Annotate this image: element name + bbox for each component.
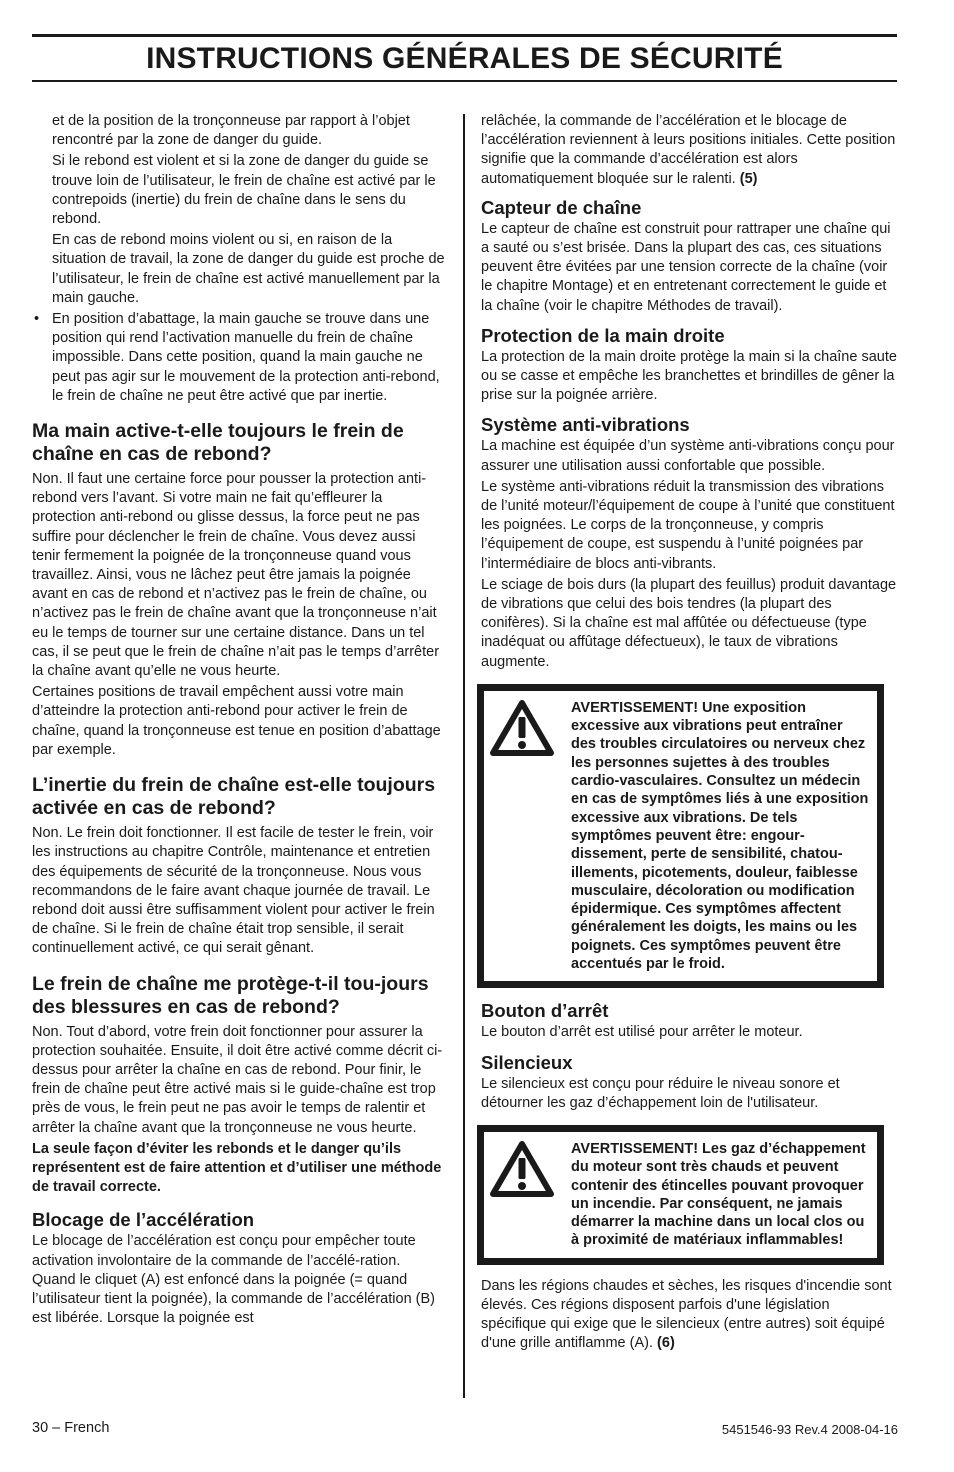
warning-box-exhaust <box>477 1125 884 1265</box>
heading-blocage: Blocage de l’accélération <box>32 1209 255 1231</box>
right-column <box>481 112 897 1356</box>
paragraph: Le système anti-vibrations réduit la transmission des vibrations de l’unité moteur/l’équipement de coupe à l’unité que constituent les poignées. Le corps de la tronçonneuse, y compris l’équipement de coupe, est suspendu à l’unité poignées par l’intermédiaire de blocs anti-vibrants. <box>481 478 895 572</box>
paragraph: Le blocage de l’accélération est conçu pour empêcher toute activation involontaire de la commande de l’accélé-ration. Quand le cliquet (A) est enfoncé dans la poignée (= quand l’utilisateur tient la poignée), la commande de l’accélération (B) est libérée. Lorsque la poignée est <box>32 1233 435 1327</box>
column-divider <box>463 114 465 1398</box>
heading-protection-main: Protection de la main droite <box>481 324 725 346</box>
bold-paragraph: La seule façon d’éviter les rebonds et le danger qu’ils représentent est de faire attention et d’utiliser une méthode de travail correcte. <box>32 1140 442 1196</box>
paragraph: Le bouton d’arrêt est utilisé pour arrêter le moteur. <box>481 1024 803 1041</box>
page-title: INSTRUCTIONS GÉNÉRALES DE SÉCURITÉ <box>146 42 783 75</box>
bullet-text: En position d’abattage, la main gauche se trouve dans une position qui rend l’activation manuelle du frein de chaîne impossible. Dans cette position, quand la main gauche ne peut pas agir sur le mouvement de la protection anti-rebond, le frein de chaîne ne peut être activé que par inertie. <box>52 311 440 404</box>
paragraph: Non. Il faut une certaine force pour pousser la protection anti-rebond vers l’avant. Si votre main ne fait qu’effleurer la protection anti-rebond ou glisse dessus, la force peut ne pas suffire pour déclencher le frein de chaîne. Vous devez aussi tenir fermement la poignée de la tronçonneuse quand vous travaillez. Ainsi, vous ne lâchez peut être jamais la poignée avant en cas de rebond et n’activez pas le frein de chaîne, ou n’activez pas le frein de chaîne avant que la tronçonneuse n’ait eu le temps de tourner sur une certaine distance. Dans un tel cas, il se peut que le frein de chaîne n’ait pas le temps d’arrêter la chaîne avant qu’elle ne vous heurte. <box>32 471 440 680</box>
warning-text: AVERTISSEMENT! Les gaz d’échappement du moteur sont très chauds et peuvent contenir des étincelles pouvant provoquer un incendie. Par conséquent, ne jamais démarrer la machine dans un local clos ou à proximité de matériaux inflammables! <box>571 1140 866 1249</box>
heading-bouton-arret: Bouton d’arrêt <box>481 1000 609 1022</box>
paragraph: Le sciage de bois durs (la plupart des feuillus) produit davantage de vibrations que celui des bois tendres (la plupart des conifères). Si la chaîne est mal affûtée ou défectueuse (type inadéquat ou affûtage défectueux), le taux de vibrations augmente. <box>481 576 897 670</box>
bullet-item <box>32 310 446 406</box>
paragraph: Non. Tout d’abord, votre frein doit fonctionner pour assurer la protection souhaitée. Ensuite, il doit être activé comme décrit ci-dessus pour arrêter la chaîne en cas de rebond. Pour finir, le frein de chaîne peut être activé mais si le guide-chaîne est trop près de vous, le frein peut ne pas avoir le temps de ralentir et arrêter la chaîne avant que la tronçonneuse ne vous heurte. <box>32 1023 443 1136</box>
title-underline <box>32 80 897 82</box>
bullet-mark: • <box>34 311 40 328</box>
warning-triangle-icon <box>490 699 554 757</box>
left-column <box>32 112 446 1330</box>
paragraph: Le capteur de chaîne est construit pour rattraper une chaîne qui a sauté ou s’est brisée. Dans la plupart des cas, ces situations peuvent être évitées par une tension correcte de la chaîne (voir le chapitre Montage) et en entretenant correctement le guide et la chaîne (voir le chapitre Méthodes de travail). <box>481 220 891 314</box>
heading-inertie: L’inertie du frein de chaîne est-elle toujours activée en cas de rebond? <box>32 774 436 820</box>
paragraph: Non. Le frein doit fonctionner. Il est facile de tester le frein, voir les instructions au chapitre Contrôle, maintenance et entretien des équipements de sécurité de la tronçonneuse. Nous vous recommandons de le faire avant chaque journée de travail. Le rebond doit aussi être suffisamment violent pour activer le frein de chaîne. Si le frein de chaîne était trop sensible, il serait continuellement activé, ce qui serait gênant. <box>32 825 435 957</box>
paragraph <box>481 112 897 189</box>
heading-main-active: Ma main active-t-elle toujours le frein de chaîne en cas de rebond? <box>32 420 404 466</box>
paragraph: En cas de rebond moins violent ou si, en raison de la situation de travail, la zone de danger du guide est proche de l’utilisateur, le frein de chaîne est activé manuellement par la main gauche. <box>52 232 445 306</box>
paragraph: La protection de la main droite protège la main si la chaîne saute ou se casse et empêche les branchettes et brindilles de gêner la prise sur la poignée arrière. <box>481 348 897 404</box>
footer-document-ref: 5451546-93 Rev.4 2008-04-16 <box>721 1422 898 1437</box>
figure-ref: (5) <box>739 170 758 187</box>
heading-capteur: Capteur de chaîne <box>481 196 642 218</box>
heading-frein-protege: Le frein de chaîne me protège-t-il tou-jours des blessures en cas de rebond? <box>32 972 429 1018</box>
paragraph: Certaines positions de travail empêchent aussi votre main d’atteindre la protection anti-rebond pour activer le frein de chaîne, quand la tronçonneuse est tenue en position d’abattage par exemple. <box>32 684 441 758</box>
paragraph: Le silencieux est conçu pour réduire le niveau sonore et détourner les gaz d’échappement loin de l'utilisateur. <box>481 1075 840 1111</box>
paragraph-text: Dans les régions chaudes et sèches, les risques d'incendie sont élevés. Ces régions disposent parfois d'une législation spécifique qui exige que le silencieux (entre autres) soit équipé d'une grille antiflamme (A). <box>481 1277 892 1352</box>
heading-anti-vibrations: Système anti-vibrations <box>481 414 690 436</box>
paragraph: et de la position de la tronçonneuse par rapport à l’objet rencontré par la zone de danger du guide. <box>52 113 410 149</box>
figure-ref: (6) <box>657 1335 675 1352</box>
paragraph <box>481 1277 897 1354</box>
paragraph-text: relâchée, la commande de l’accélération et le blocage de l’accélération reviennent à leurs positions initiales. Cette position signifie que la commande d’accélération est alors automatiquement bloquée sur le ralenti. <box>481 113 896 187</box>
paragraph: La machine est équipée d’un système anti-vibrations conçu pour assurer une utilisation aussi confortable que possible. <box>481 438 895 474</box>
warning-text: AVERTISSEMENT! Une exposition excessive aux vibrations peut entraîner des troubles circulatoires ou nerveux chez les personnes sujettes à des troubles cardio-vasculaires. Consultez un médecin en cas de symptômes liés à une exposition excessive aux vibrations. De tels symptômes peuvent être: engour-dissement, perte de sensibilité, chatou-illements, picotements, douleur, faiblesse musculaire, décoloration ou modification épidermique. Ces symptômes affectent généralement les doigts, les mains ou les poignets. Ces symptômes peuvent être accentués par le froid. <box>571 699 869 973</box>
warning-triangle-icon <box>490 1140 554 1198</box>
footer-page-number: 30 – French <box>32 1420 110 1436</box>
top-rule <box>32 34 897 37</box>
warning-box-vibrations <box>477 684 884 988</box>
paragraph: Si le rebond est violent et si la zone de danger du guide se trouve loin de l’utilisateur, le frein de chaîne est activé par le contrepoids (inertie) du frein de chaîne dans le sens du rebond. <box>52 153 436 228</box>
heading-silencieux: Silencieux <box>481 1051 573 1073</box>
